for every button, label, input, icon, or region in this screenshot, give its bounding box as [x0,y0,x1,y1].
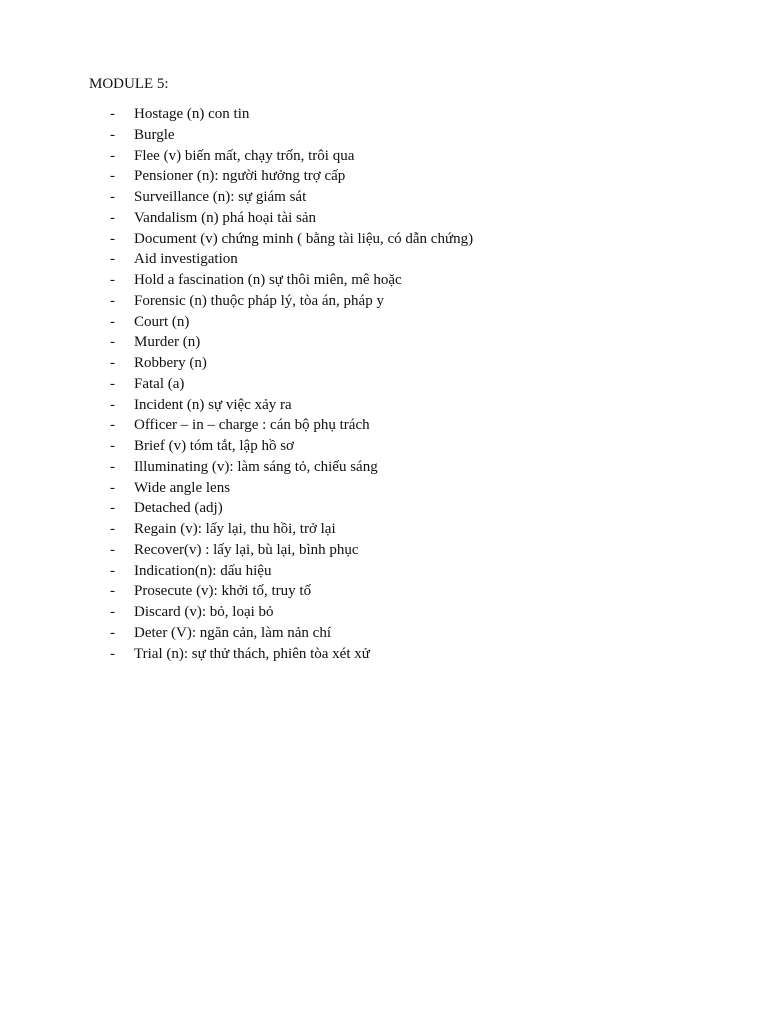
bullet-dash: - [110,355,115,371]
vocabulary-entry: Fatal (a) [134,375,185,392]
bullet-dash: - [110,106,115,122]
vocabulary-entry: Discard (v): bỏ, loại bỏ [134,604,274,620]
bullet-dash: - [110,375,115,392]
bullet-dash: - [110,438,115,454]
vocabulary-entry: Detached (adj) [134,500,223,517]
vocabulary-entry: Surveillance (n): sự giám sát [134,189,307,205]
bullet-dash: - [110,521,115,537]
vocabulary-entry: Burgle [134,126,175,143]
vocabulary-entry: Prosecute (v): khởi tố, truy tố [134,583,312,600]
bullet-dash: - [110,126,115,143]
vocabulary-entry: Indication(n): dấu hiệu [134,562,272,579]
bullet-dash: - [110,458,115,475]
bullet-dash: - [110,334,115,351]
bullet-dash: - [110,604,115,620]
bullet-dash: - [110,147,115,164]
bullet-dash: - [110,313,115,330]
bullet-dash: - [110,479,115,496]
bullet-dash: - [110,292,115,309]
vocabulary-entry: Murder (n) [134,334,201,351]
vocabulary-entry: Forensic (n) thuộc pháp lý, tòa án, pháp y [134,292,384,309]
vocabulary-entry: Aid investigation [134,251,238,268]
vocabulary-entry: Pensioner (n): người hưởng trợ cấp [134,168,346,185]
bullet-dash: - [110,396,115,413]
vocabulary-entry: Robbery (n) [134,355,207,371]
bullet-dash: - [110,645,115,662]
bullet-dash: - [110,168,115,185]
vocabulary-entry: Trial (n): sự thử thách, phiên tòa xét xử [134,645,370,662]
vocabulary-entry: Flee (v) biến mất, chạy trốn, trôi qua [134,147,355,164]
bullet-dash: - [110,230,115,247]
bullet-dash: - [110,417,115,434]
vocabulary-entry: Incident (n) sự việc xảy ra [134,396,292,413]
vocabulary-entry: Illuminating (v): làm sáng tỏ, chiếu sáng [134,458,378,475]
module-title: MODULE 5: [89,76,169,92]
bullet-dash: - [110,209,115,226]
bullet-dash: - [110,541,115,558]
vocabulary-entry: Vandalism (n) phá hoại tài sản [134,209,317,226]
vocabulary-entry: Officer – in – charge : cán bộ phụ trách [134,417,370,434]
bullet-dash: - [110,562,115,579]
vocabulary-entry: Hold a fascination (n) sự thôi miên, mê hoặc [134,272,402,288]
vocabulary-entry: Recover(v) : lấy lại, bù lại, bình phục [134,541,359,558]
vocabulary-entry: Regain (v): lấy lại, thu hồi, trở lại [134,521,336,537]
bullet-dash: - [110,189,115,205]
vocabulary-entry: Court (n) [134,313,190,330]
bullet-dash: - [110,500,115,517]
vocabulary-entry: Document (v) chứng minh ( bằng tài liệu, có dẫn chứng) [134,230,474,247]
vocabulary-entry: Wide angle lens [134,479,231,496]
bullet-dash: - [110,272,115,288]
bullet-dash: - [110,583,115,600]
vocabulary-entry: Brief (v) tóm tắt, lập hồ sơ [134,438,294,454]
bullet-dash: - [110,251,115,268]
vocabulary-entry: Deter (V): ngăn cản, làm nản chí [134,624,331,641]
bullet-dash: - [110,624,115,641]
vocabulary-entry: Hostage (n) con tin [134,106,250,122]
